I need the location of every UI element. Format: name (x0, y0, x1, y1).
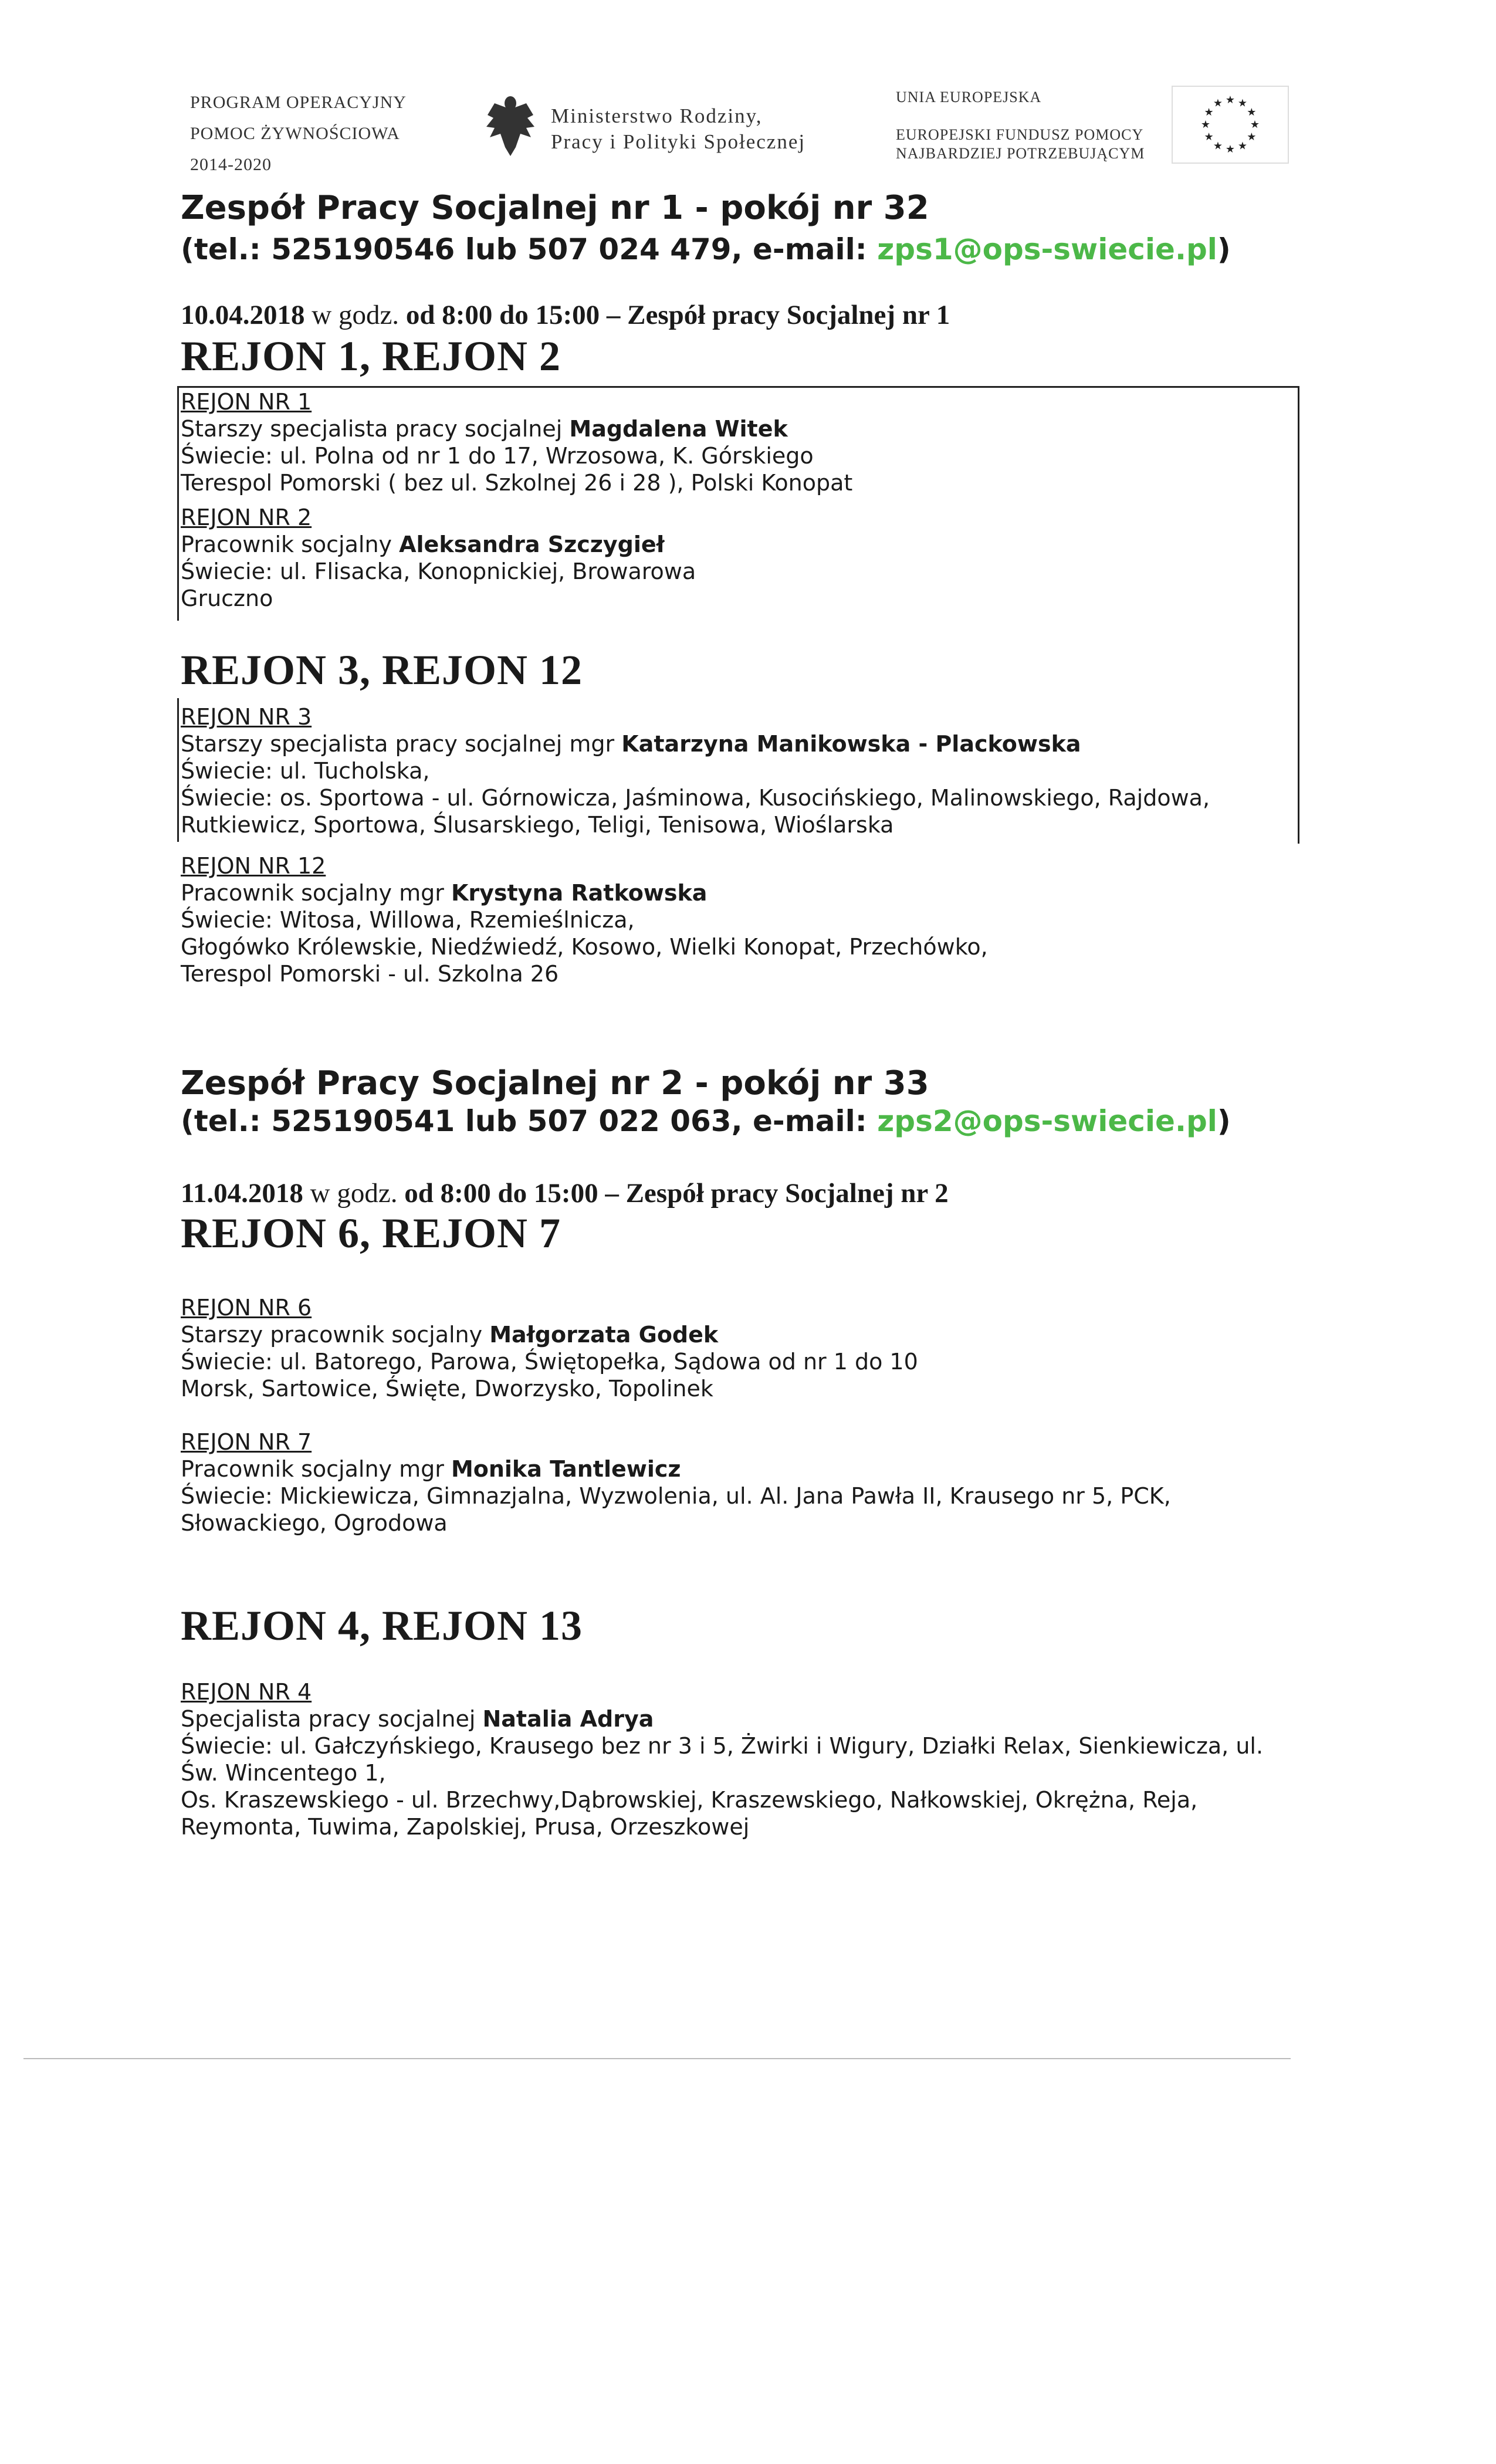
worker-name: Małgorzata Godek (489, 1322, 719, 1348)
area-line: Świecie: ul. Polna od nr 1 do 17, Wrzosowa, K. Górskiego (181, 443, 814, 469)
area-line: Reymonta, Tuwima, Zapolskiej, Prusa, Orzeszkowej (181, 1814, 750, 1840)
region-block (181, 1429, 1171, 1536)
ministry-logo-text (551, 103, 805, 155)
area-line: Os. Kraszewskiego - ul. Brzechwy,Dąbrowskiej, Kraszewskiego, Nałkowskiej, Okrężna, Reja, (181, 1787, 1198, 1813)
polish-eagle-emblem-icon (483, 92, 539, 159)
worker-role: Specjalista pracy socjalnej (181, 1706, 483, 1732)
group-heading: REJON 3, REJON 12 (181, 647, 583, 693)
worker-line (181, 879, 988, 906)
area-line: Terespol Pomorski ( bez ul. Szkolnej 26 i 28 ), Polski Konopat (181, 470, 853, 496)
program-logo-text (190, 87, 407, 180)
team2-date (181, 1177, 949, 1209)
eu-star-icon: ★ (1225, 143, 1236, 155)
paren: ) (1217, 1104, 1231, 1138)
program-line: POMOC ŻYWNOŚCIOWA (190, 124, 400, 143)
worker-role: Pracownik socjalny mgr (181, 1456, 451, 1482)
eu-star-icon: ★ (1237, 97, 1248, 110)
team1-phone: (tel.: 525190546 lub 507 024 479, e-mail: (181, 232, 878, 266)
worker-line (181, 415, 852, 442)
date-mid: w godz. (304, 300, 406, 330)
area-line: Świecie: ul. Gałczyńskiego, Krausego bez nr 3 i 5, Żwirki i Wigury, Działki Relax, Sienkiewicza, ul. (181, 1733, 1264, 1759)
worker-name: Katarzyna Manikowska - Plackowska (621, 731, 1081, 757)
area-line: Rutkiewicz, Sportowa, Ślusarskiego, Teligi, Tenisowa, Wioślarska (181, 812, 894, 838)
eu-star-icon: ★ (1204, 131, 1214, 143)
worker-line (181, 730, 1210, 757)
eu-line: UNIA EUROPEJSKA (896, 89, 1042, 106)
region-block (181, 1678, 1263, 1840)
group-heading: REJON 4, REJON 13 (181, 1602, 583, 1649)
eu-star-icon: ★ (1213, 97, 1223, 110)
eu-star-icon: ★ (1200, 119, 1211, 131)
region-box-border (177, 698, 179, 842)
worker-line (181, 1705, 1263, 1732)
team1-title: Zespół Pracy Socjalnej nr 1 - pokój nr 32 (181, 189, 929, 227)
area-line: Gruczno (181, 585, 273, 611)
area-line: Świecie: ul. Batorego, Parowa, Świętopełka, Sądowa od nr 1 do 10 (181, 1349, 918, 1375)
eu-star-icon: ★ (1204, 106, 1214, 119)
region-label: REJON NR 7 (181, 1429, 312, 1455)
date-hours: od 8:00 do 15:00 – Zespół pracy Socjalnej nr 1 (405, 300, 950, 330)
worker-name: Monika Tantlewicz (451, 1456, 681, 1482)
area-line: Św. Wincentego 1, (181, 1760, 386, 1786)
eu-flag-icon (1172, 86, 1289, 164)
worker-name: Magdalena Witek (569, 416, 788, 442)
date-value: 11.04.2018 (181, 1178, 303, 1209)
paren: ) (1217, 232, 1231, 266)
date-hours: od 8:00 do 15:00 – Zespół pracy Socjalnej nr 2 (404, 1178, 949, 1209)
eu-star-icon: ★ (1247, 106, 1257, 119)
program-line: 2014-2020 (190, 155, 272, 174)
region-label: REJON NR 6 (181, 1295, 312, 1321)
region-box-border (177, 386, 179, 621)
worker-line (181, 1321, 918, 1348)
region-block (181, 388, 852, 496)
region-label: REJON NR 4 (181, 1679, 312, 1705)
region-block (181, 703, 1210, 838)
team2-contact (181, 1104, 1231, 1138)
worker-name: Natalia Adrya (482, 1706, 654, 1732)
worker-line (181, 531, 696, 558)
region-label: REJON NR 1 (181, 389, 312, 415)
group-heading: REJON 1, REJON 2 (181, 333, 561, 380)
area-line: Terespol Pomorski - ul. Szkolna 26 (181, 961, 559, 987)
page-edge-line (23, 2058, 1291, 2059)
team1-email-link[interactable]: zps1@ops-swiecie.pl (877, 232, 1217, 266)
region-block (181, 852, 988, 987)
area-line: Głogówko Królewskie, Niedźwiedź, Kosowo, Wielki Konopat, Przechówko, (181, 934, 988, 960)
team1-date (181, 299, 950, 331)
team2-phone: (tel.: 525190541 lub 507 022 063, e-mail: (181, 1104, 878, 1138)
worker-role: Starszy pracownik socjalny (181, 1322, 490, 1348)
team2-title: Zespół Pracy Socjalnej nr 2 - pokój nr 33 (181, 1064, 929, 1102)
group-heading: REJON 6, REJON 7 (181, 1210, 561, 1257)
eu-star-icon: ★ (1250, 119, 1260, 131)
date-mid: w godz. (303, 1178, 405, 1209)
ministry-line: Ministerstwo Rodziny, (551, 104, 763, 127)
worker-role: Starszy specjalista pracy socjalnej (181, 416, 570, 442)
eu-line: EUROPEJSKI FUNDUSZ POMOCY (896, 126, 1144, 143)
team2-email-link[interactable]: zps2@ops-swiecie.pl (877, 1104, 1217, 1138)
worker-name: Krystyna Ratkowska (451, 880, 708, 906)
area-line: Świecie: os. Sportowa - ul. Górnowicza, Jaśminowa, Kusocińskiego, Malinowskiego, Rajdowa, (181, 785, 1210, 811)
worker-role: Starszy specjalista pracy socjalnej mgr (181, 731, 622, 757)
area-line: Świecie: Mickiewicza, Gimnazjalna, Wyzwolenia, ul. Al. Jana Pawła II, Krausego nr 5, PCK, (181, 1483, 1171, 1509)
ministry-line: Pracy i Polityki Społecznej (551, 130, 806, 153)
area-line: Słowackiego, Ogrodowa (181, 1510, 448, 1536)
area-line: Świecie: ul. Flisacka, Konopnickiej, Browarowa (181, 559, 696, 584)
region-label: REJON NR 2 (181, 505, 312, 530)
eu-star-icon: ★ (1237, 140, 1248, 153)
team1-contact (181, 232, 1231, 266)
area-line: Morsk, Sartowice, Święte, Dworzysko, Topolinek (181, 1376, 713, 1402)
worker-role: Pracownik socjalny mgr (181, 880, 451, 906)
area-line: Świecie: Witosa, Willowa, Rzemieślnicza, (181, 907, 635, 933)
eu-line: NAJBARDZIEJ POTRZEBUJĄCYM (896, 145, 1145, 162)
worker-role: Pracownik socjalny (181, 532, 400, 557)
eu-star-icon: ★ (1225, 94, 1236, 106)
worker-line (181, 1456, 1171, 1483)
eu-star-icon: ★ (1213, 140, 1223, 153)
program-line: PROGRAM OPERACYJNY (190, 93, 407, 112)
region-label: REJON NR 12 (181, 853, 326, 879)
worker-name: Aleksandra Szczygieł (399, 532, 665, 557)
date-value: 10.04.2018 (181, 300, 305, 330)
eu-star-icon: ★ (1247, 131, 1257, 143)
region-block (181, 504, 696, 612)
region-label: REJON NR 3 (181, 704, 312, 730)
eu-logo-text (896, 88, 1145, 163)
area-line: Świecie: ul. Tucholska, (181, 758, 430, 784)
region-block (181, 1294, 918, 1402)
